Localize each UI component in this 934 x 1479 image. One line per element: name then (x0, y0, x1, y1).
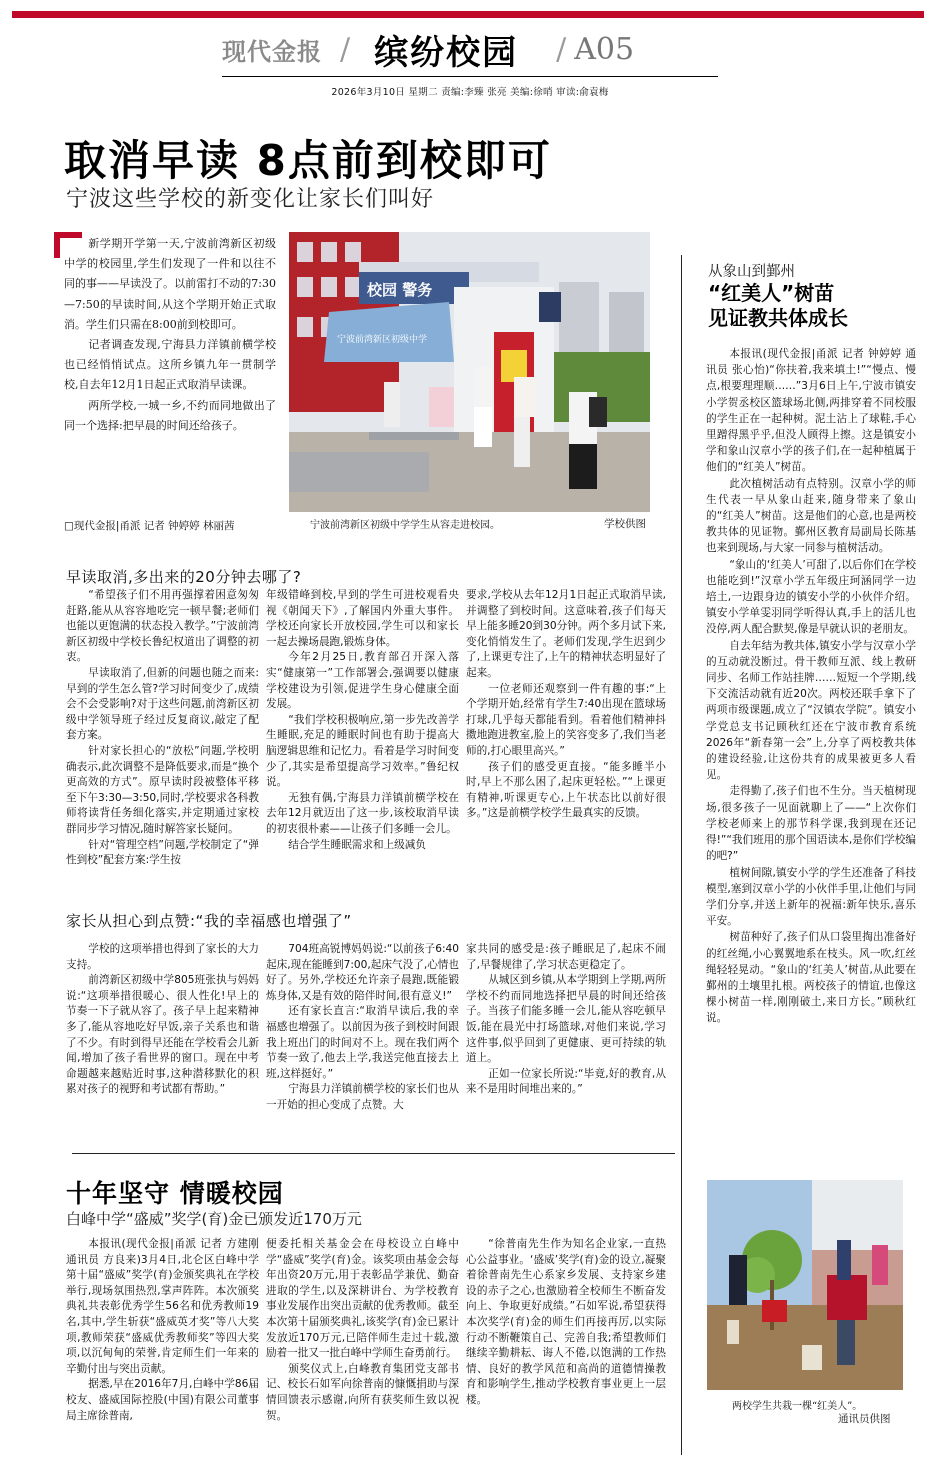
paragraph: 要求,学校从去年12月1日起正式取消早读,并调整了到校时间。这意味着,孩子们每天早上能多睡20到30分钟。两个多月试下来,变化悄悄发生了。老师们发现,学生迟到少了,上课更专注了,上午的精神状态明显好了起来。 (466, 589, 666, 679)
article-column (466, 942, 666, 1098)
bottom-subheadline: 白峰中学“盛威”奖学(育)金已颁发近170万元 (66, 1210, 362, 1228)
paragraph: 正如一位家长所说:“毕竟,好的教育,从来不是用时间堆出来的。” (466, 1067, 666, 1096)
masthead-rule (222, 76, 718, 77)
article-column (266, 942, 459, 1114)
paragraph: 家共同的感受是:孩子睡眠足了,起床不闹了,早餐规律了,学习状态更稳定了。 (466, 943, 666, 971)
photo-caption: 宁波前湾新区初级中学学生从容走进校园。 (310, 520, 500, 531)
school-gate-photo (289, 232, 650, 512)
police-booth-sign: 校园 警务 (367, 281, 433, 299)
side-headline-line: 见证教共体成长 (708, 306, 848, 330)
paragraph: 结合学生睡眠需求和上级减负 (288, 838, 426, 851)
side-headline (708, 281, 848, 331)
tree-planting-illustration (707, 1180, 903, 1390)
paragraph: 走得勤了,孩子们也不生分。当天植树现场,很多孩子一见面就聊上了——“上次你们学校老师来上的那节科学课,我到现在还记得!”“我们班用的那个国语读本,是你们学校编的吧?” (706, 785, 916, 863)
paragraph: “徐普南先生作为知名企业家,一直热心公益事业。‘盛威’奖学(育)金的设立,凝聚着徐普南先生心系家乡发展、支持家乡建设的赤子之心,也激励着全校师生不断奋发向上、争取更好成绩。”石如军说,希望获得本次奖学(育)金的师生们再接再厉,以实际行动不断鞭策自己、完善自我;希望教师们继续辛勤耕耘、诲人不倦,以饱满的工作热情、良好的教学风范和高尚的道德情操教育和影响学生,推动学校教育事业更上一层楼。 (466, 1238, 666, 1406)
article-column (266, 588, 459, 853)
article-divider (72, 1153, 675, 1154)
paragraph: 从城区到乡镇,从本学期到上学期,两所学校不约而同地选择把早晨的时间还给孩子。当孩子们能多睡一会儿,能从容吃顿早饭,能在晨光中打场篮球,对他们来说,学习这件事,似乎回到了更健康、更可持续的轨道上。 (466, 974, 666, 1065)
paragraph: 宁海县力洋镇前横学校的家长们也从一开始的担心变成了点赞。大 (266, 1083, 459, 1111)
paper-name: 现代金报 (222, 36, 322, 66)
photo-credit: 学校供图 (604, 518, 646, 530)
masthead (222, 26, 722, 72)
paragraph: 一位老师还观察到一件有趣的事:“上个学期开始,经常有学生7:40出现在篮球场打球,几乎每天都能看到。看着他们精神抖擞地跑进教室,脸上的笑容变多了,我们当老师的,打心眼里高兴。” (466, 682, 666, 757)
paragraph: 此次植树活动有点特别。汉章小学的师生代表一早从象山赶来,随身带来了象山的“红美人”树苗。这是他们的心意,也是两校教共体的见证物。鄞州区教育局副局长陈基也来到现场,与大家一同参与植树活动。 (706, 477, 916, 555)
paragraph: 今年2月25日,教育部召开深入落实“健康第一”工作部署会,强调要以健康学校建设为引领,促进学生身心健康全面发展。 (266, 651, 459, 711)
paragraph: “象山的‘红美人’可甜了,以后你们在学校也能吃到!”汉章小学五年级庄珂涵同学一边培土,一边跟身边的镇安小学的小伙伴介绍。镇安小学单雯羽同学听得认真,手上的活儿也没停,两人配合默契,像是早就认识的老朋友。 (706, 558, 916, 636)
photo-credit: 通讯员供图 (838, 1413, 891, 1425)
article-column (266, 1237, 459, 1424)
paragraph: 自去年结为教共体,镇安小学与汉章小学的互动就没断过。骨干教师互派、线上教研同步、名师工作站挂牌……短短一个学期,线下交流活动就有近20次。两校还联手拿下了两项市级课题,成立了“汉镇农学院”。镇安小学党总支书记顾秋红还在宁波市教育系统2026年“新春第一会”上,分享了两校教共体的建设经验,让这份共育的成果被更多人看见。 (706, 639, 916, 782)
paragraph: 还有家长直言:“取消早读后,我的幸福感也增强了。以前因为孩子到校时间跟我上班出门的时间对不上。现在我们两个节奏一致了,他去上学,我送完他直接去上班,这样挺好。” (266, 1005, 459, 1080)
masthead-divider: / (340, 31, 351, 67)
paragraph: 植树间隙,镇安小学的学生还准备了科技模型,塞到汉章小学的小伙伴手里,让他们与同学们分享,并送上新年的祝福:新年快乐,喜乐平安。 (706, 866, 916, 928)
paragraph: 据悉,早在2016年7月,白峰中学86届校友、盛威国际控股(中国)有限公司董事局主席徐普南, (66, 1378, 259, 1422)
photo-caption: 两校学生共栽一棵“红美人”。 (732, 1401, 863, 1412)
page-number: A05 (574, 31, 635, 67)
paragraph: 孩子们的感受更直接。“能多睡半小时,早上不那么困了,起床更轻松。”“上课更有精神,听课更专心,上午状态比以前好很多。”这是前横学校学生最真实的反馈。 (466, 760, 666, 820)
side-headline-line: “红美人”树苗 (708, 281, 835, 305)
masthead-accent-bar (12, 11, 924, 18)
column-divider (681, 255, 682, 1455)
article-column (66, 942, 259, 1098)
lead-paragraph: 新学期开学第一天,宁波前湾新区初级中学的校园里,学生们发现了一件和以往不同的事——早读没了。以前雷打不动的7:30—7:50的早读时间,从这个学期开始正式取消。学生们只需在8:00前到校即可。 (64, 237, 276, 331)
bottom-headline: 十年坚守 情暖校园 (66, 1179, 284, 1208)
side-kicker: 从象山到鄞州 (708, 264, 795, 280)
section-title: 家长从担心到点赞:“我的幸福感也增强了” (66, 912, 352, 930)
lead-paragraph: 记者调查发现,宁海县力洋镇前横学校也已经悄悄试点。这所乡镇九年一贯制学校,自去年12月1日起正式取消早读课。 (64, 338, 276, 392)
paragraph: 树苗种好了,孩子们从口袋里掏出准备好的红丝绳,小心翼翼地系在枝头。风一吹,红丝绳轻轻晃动。“象山的‘红美人’树苗,从此要在鄞州的土壤里扎根。两校孩子的情谊,也像这棵小树苗一样,刚刚破土,来日方长。”顾秋红说。 (706, 931, 916, 1025)
paragraph: 针对“管理空档”问题,学校制定了“弹性到校”配套方案:学生按 (66, 838, 259, 867)
awning-school-name: 宁波前湾新区初级中学 (337, 335, 428, 345)
paragraph: 早读取消了,但新的问题也随之而来:早到的学生怎么管?学习时间变少了,成绩会不会受影响?对于这些问题,前湾新区初级中学领导班子经过反复商议,敲定了配套方案。 (66, 666, 259, 742)
paragraph: “我们学校积极响应,第一步先改善学生睡眠,充足的睡眠时间也有助于提高大脑逻辑思维和记忆力。看着是学习时间变少了,其实是希望提高学习效率。”鲁纪权说。 (266, 713, 459, 789)
paragraph: 学校的这项举措也得到了家长的大力支持。 (66, 943, 259, 971)
article-column (66, 1237, 259, 1424)
side-article-text (706, 346, 916, 1027)
byline: □现代金报|甬派 记者 钟婷婷 林丽茜 (64, 520, 235, 532)
article-column (66, 588, 259, 869)
paragraph: 704班高锐博妈妈说:“以前孩子6:40起床,现在能睡到7:00,起床气没了,心情也好了。另外,学校还允许亲子晨跑,既能锻炼身体,又是有效的陪伴时间,很有意义!” (266, 943, 459, 1002)
article-column (466, 1237, 666, 1409)
section-name: 缤纷校园 (374, 32, 519, 73)
paragraph: 便委托相关基金会在母校设立白峰中学“盛威”奖学(育)金。该奖项由基金会每年出资20万元,用于表彰品学兼优、勤奋进取的学生,以及深耕讲台、为学校教育事业发展作出突出贡献的优秀教师。截至本次第十届颁奖典礼,该奖学(育)金已累计发放近170万元,已陪伴师生走过十载,激励着一批又一批白峰中学师生奋勇前行。 (266, 1238, 459, 1360)
masthead-divider: / (556, 31, 567, 67)
paragraph: 前湾新区初级中学805班张执与妈妈说:“这项举措很暖心、很人性化!早上的节奏一下子就从容了。孩子早上起来精神多了,能从容地吃好早饭,亲子关系也和谐了不少。有时到得早还能在学校看会儿新闻,增加了孩子看世界的窗口。现在中考命题越来越贴近时事,这种潜移默化的积累对孩子的视野和考试都有帮助。” (66, 974, 259, 1096)
paragraph: “希望孩子们不用再强撑着困意匆匆赶路,能从从容容地吃完一顿早餐;老师们也能以更饱满的状态投入教学。”宁波前湾新区初级中学校长鲁纪权道出了调整的初衷。 (66, 589, 259, 664)
section-title: 早读取消,多出来的20分钟去哪了? (66, 568, 302, 586)
lead-paragraph: 两所学校,一城一乡,不约而同地做出了同一个选择:把早晨的时间还给孩子。 (64, 398, 276, 432)
school-gate-illustration (289, 232, 650, 512)
paragraph: 本报讯(现代金报|甬派 记者 钟婷婷 通讯员 张心怡)“你扶着,我来填土!”“慢点、慢点,根要理理顺……”3月6日上午,宁波市镇安小学贺丞校区篮球场北侧,两排穿着不同校服的学生正在一起种树。泥土沾上了球鞋,手心里蹭得黑乎乎,但没人顾得上擦。这是镇安小学和象山汉章小学的孩子们,在一起种植属于他们的“红美人”树苗。 (706, 348, 916, 474)
article-column (466, 588, 666, 822)
main-subheadline: 宁波这些学校的新变化让家长们叫好 (66, 187, 435, 212)
paragraph: 针对家长担心的“放松”问题,学校明确表示,此次调整不是降低要求,而是“换个更高效的方式”。原早读时段被整体平移至下午3:30—3:50,同时,学校要求各科教师将读背任务细化落实,并定期通过家校群同步学习情况,随时解答家长疑问。 (66, 744, 259, 835)
paragraph: 年级错峰到校,早到的学生可进校观看央视《朝闻天下》,了解国内外重大事件。学校还向家长开放校园,学生可以和家长一起去操场晨跑,锻炼身体。 (266, 589, 459, 648)
paragraph: 无独有偶,宁海县力洋镇前横学校在去年12月就迈出了这一步,该校取消早读的初衷很朴素——让孩子们多睡一会儿。 (266, 791, 459, 835)
tree-planting-photo (707, 1180, 903, 1390)
dateline: 2026年3月10日 星期二 责编:李臻 张亮 美编:徐哨 审读:俞袁梅 (331, 87, 609, 98)
main-headline: 取消早读 8点前到校即可 (64, 136, 552, 185)
lead-text (64, 234, 276, 436)
paragraph: 本报讯(现代金报|甬派 记者 方建刚 通讯员 方良来)3月4日,北仑区白峰中学第十届“盛威”奖学(育)金颁奖典礼在学校举行,现场氛围热烈,掌声阵阵。本次颁奖典礼共表彰优秀学生56名和优秀教师19名,其中,学生斩获“盛威英才奖”等八大奖项,教师荣获“盛威优秀教师奖”等四大奖项,以沉甸甸的荣誉,肯定师生们一年来的辛勤付出与突出贡献。 (66, 1238, 259, 1375)
paragraph: 颁奖仪式上,白峰教育集团党支部书记、校长石如军向徐普南的慷慨捐助与深情回馈表示感谢,向所有获奖师生致以祝贺。 (266, 1362, 459, 1422)
